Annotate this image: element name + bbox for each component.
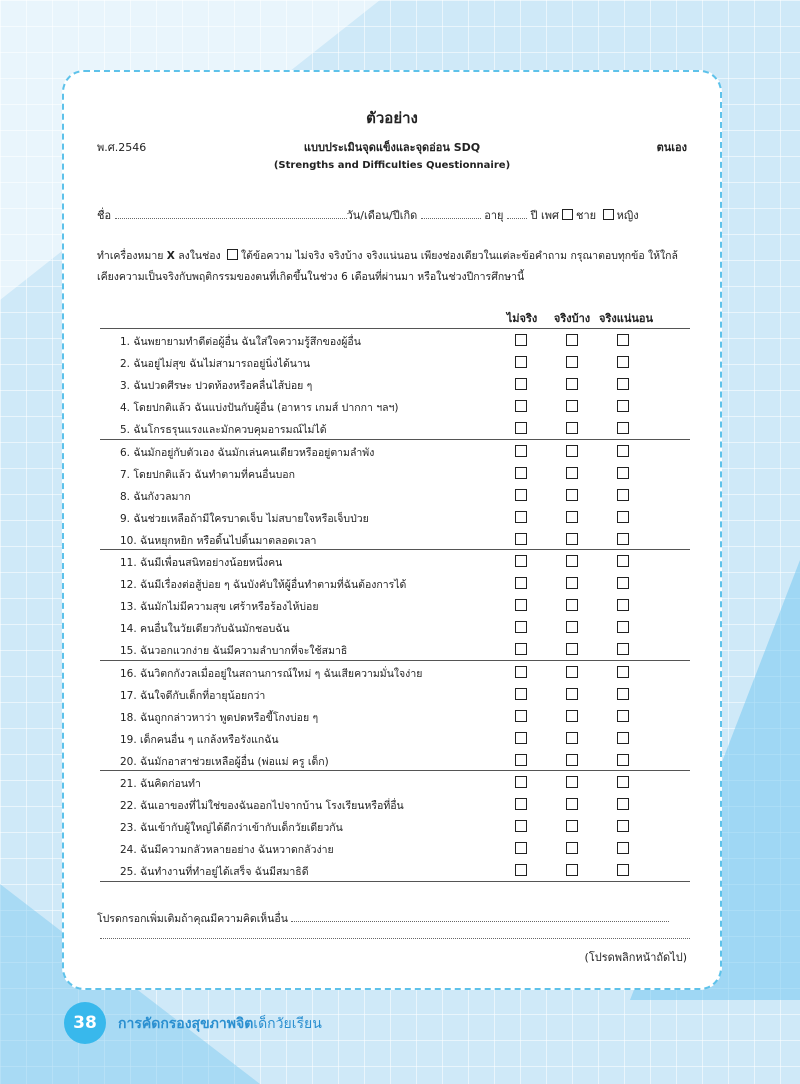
question-item: 25. ฉันทำงานที่ทำอยู่ได้เสร็จ ฉันมีสมาธิดี — [120, 866, 309, 879]
answer-checkbox-certainly-true[interactable] — [617, 732, 629, 744]
female-checkbox[interactable] — [603, 209, 614, 220]
answer-checkbox-somewhat-true[interactable] — [566, 754, 578, 766]
question-item: 20. ฉันมักอาสาช่วยเหลือผู้อื่น (พ่อแม่ ครู เด็ก) — [120, 755, 329, 768]
answer-checkbox-certainly-true[interactable] — [617, 776, 629, 788]
answer-checkbox-certainly-true[interactable] — [617, 754, 629, 766]
answer-checkbox-not-true[interactable] — [515, 334, 527, 346]
answer-checkbox-not-true[interactable] — [515, 688, 527, 700]
book-title-main: การคัดกรองสุขภาพจิต — [118, 1016, 254, 1032]
group-separator — [100, 549, 690, 550]
answer-checkbox-somewhat-true[interactable] — [566, 776, 578, 788]
answer-checkbox-somewhat-true[interactable] — [566, 356, 578, 368]
group-separator — [100, 660, 690, 661]
answer-checkbox-not-true[interactable] — [515, 577, 527, 589]
birthdate-field[interactable] — [421, 209, 481, 219]
age-field[interactable] — [507, 209, 527, 219]
answer-checkbox-not-true[interactable] — [515, 511, 527, 523]
form-type: ตนเอง — [656, 141, 687, 154]
answer-checkbox-somewhat-true[interactable] — [566, 643, 578, 655]
form-subtitle: (Strengths and Difficulties Questionnaire) — [273, 160, 511, 171]
answer-checkbox-certainly-true[interactable] — [617, 467, 629, 479]
answer-checkbox-certainly-true[interactable] — [617, 864, 629, 876]
answer-checkbox-somewhat-true[interactable] — [566, 445, 578, 457]
instructions-mark: X — [166, 250, 175, 262]
answer-checkbox-not-true[interactable] — [515, 643, 527, 655]
answer-checkbox-certainly-true[interactable] — [617, 422, 629, 434]
question-item: 2. ฉันอยู่ไม่สุข ฉันไม่สามารถอยู่นิ่งได้นาน — [120, 358, 311, 371]
answer-checkbox-not-true[interactable] — [515, 400, 527, 412]
column-header-certainly-true: จริงแน่นอน — [599, 312, 653, 325]
question-item: 8. ฉันกังวลมาก — [120, 490, 191, 503]
answer-checkbox-somewhat-true[interactable] — [566, 555, 578, 567]
question-item: 17. ฉันใจดีกับเด็กที่อายุน้อยกว่า — [120, 689, 266, 702]
answer-checkbox-certainly-true[interactable] — [617, 666, 629, 678]
question-item: 11. ฉันมีเพื่อนสนิทอย่างน้อยหนึ่งคน — [120, 557, 283, 569]
column-header-somewhat-true: จริงบ้าง — [553, 312, 591, 325]
answer-checkbox-somewhat-true[interactable] — [566, 467, 578, 479]
info-row — [97, 206, 639, 224]
answer-checkbox-certainly-true[interactable] — [617, 356, 629, 368]
name-label: ชื่อ — [97, 209, 112, 222]
answer-checkbox-somewhat-true[interactable] — [566, 378, 578, 390]
answer-checkbox-certainly-true[interactable] — [617, 533, 629, 545]
instructions-text-2: ลงในช่อง — [178, 250, 221, 262]
answer-checkbox-not-true[interactable] — [515, 754, 527, 766]
answer-checkbox-not-true[interactable] — [515, 422, 527, 434]
answer-checkbox-certainly-true[interactable] — [617, 555, 629, 567]
question-item: 10. ฉันหยุกหยิก หรือดิ้นไปดิ้นมาตลอดเวลา — [120, 534, 317, 547]
answer-checkbox-certainly-true[interactable] — [617, 378, 629, 390]
answer-checkbox-certainly-true[interactable] — [617, 842, 629, 854]
group-separator — [100, 439, 690, 440]
answer-checkbox-somewhat-true[interactable] — [566, 688, 578, 700]
answer-checkbox-not-true[interactable] — [515, 732, 527, 744]
answer-checkbox-somewhat-true[interactable] — [566, 666, 578, 678]
next-page-note: (โปรดพลิกหน้าถัดไป) — [584, 951, 687, 964]
sex-label: เพศ — [540, 209, 559, 222]
male-label: ชาย — [575, 209, 597, 222]
answer-checkbox-somewhat-true[interactable] — [566, 599, 578, 611]
comment-prompt — [97, 910, 669, 927]
answer-checkbox-certainly-true[interactable] — [617, 489, 629, 501]
answer-checkbox-somewhat-true[interactable] — [566, 577, 578, 589]
answer-checkbox-certainly-true[interactable] — [617, 621, 629, 633]
answer-checkbox-not-true[interactable] — [515, 710, 527, 722]
question-item: 3. ฉันปวดศีรษะ ปวดท้องหรือคลื่นไส้บ่อย ๆ — [120, 380, 313, 393]
answer-checkbox-not-true[interactable] — [515, 621, 527, 633]
question-item: 18. ฉันถูกกล่าวหาว่า พูดปดหรือขี้โกงบ่อย ๆ — [120, 711, 319, 724]
answer-checkbox-somewhat-true[interactable] — [566, 732, 578, 744]
question-item: 14. คนอื่นในวัยเดียวกับฉันมักชอบฉัน — [120, 623, 290, 636]
comment-line[interactable] — [100, 938, 690, 939]
group-separator — [100, 770, 690, 771]
page-number: 38 — [64, 1002, 106, 1044]
answer-checkbox-somewhat-true[interactable] — [566, 334, 578, 346]
year-unit-label: ปี — [530, 209, 538, 222]
question-item: 23. ฉันเข้ากับผู้ใหญ่ได้ดีกว่าเข้ากับเด็กวัยเดียวกัน — [120, 822, 343, 835]
age-label: อายุ — [484, 209, 504, 222]
answer-checkbox-certainly-true[interactable] — [617, 599, 629, 611]
answer-checkbox-somewhat-true[interactable] — [566, 489, 578, 501]
answer-checkbox-not-true[interactable] — [515, 864, 527, 876]
answer-checkbox-certainly-true[interactable] — [617, 820, 629, 832]
answer-checkbox-not-true[interactable] — [515, 820, 527, 832]
answer-checkbox-not-true[interactable] — [515, 798, 527, 810]
answer-checkbox-not-true[interactable] — [515, 599, 527, 611]
question-item: 19. เด็กคนอื่น ๆ แกล้งหรือรังแกฉัน — [120, 733, 279, 746]
answer-checkbox-certainly-true[interactable] — [617, 511, 629, 523]
answer-checkbox-certainly-true[interactable] — [617, 445, 629, 457]
question-item: 22. ฉันเอาของที่ไม่ใช่ของฉันออกไปจากบ้าน โรงเรียนหรือที่อื่น — [120, 800, 404, 813]
answer-checkbox-not-true[interactable] — [515, 842, 527, 854]
answer-checkbox-somewhat-true[interactable] — [566, 621, 578, 633]
male-checkbox[interactable] — [562, 209, 573, 220]
form-title: แบบประเมินจุดแข็งและจุดอ่อน SDQ — [303, 141, 481, 154]
question-item: 15. ฉันวอกแวกง่าย ฉันมีความลำบากที่จะใช้สมาธิ — [120, 645, 348, 658]
answer-checkbox-certainly-true[interactable] — [617, 710, 629, 722]
answer-checkbox-not-true[interactable] — [515, 467, 527, 479]
question-item: 6. ฉันมักอยู่กับตัวเอง ฉันมักเล่นคนเดียวหรืออยู่ตามลำพัง — [120, 446, 375, 459]
answer-checkbox-certainly-true[interactable] — [617, 643, 629, 655]
question-item: 7. โดยปกติแล้ว ฉันทำตามที่คนอื่นบอก — [120, 468, 295, 481]
book-title — [118, 1013, 322, 1035]
answer-checkbox-not-true[interactable] — [515, 776, 527, 788]
question-item: 5. ฉันโกรธรุนแรงและมักควบคุมอารมณ์ไม่ได้ — [120, 424, 327, 437]
form-card — [62, 70, 722, 990]
question-item: 12. ฉันมีเรื่องต่อสู้บ่อย ๆ ฉันบังคับให้ผู้อื่นทำตามที่ฉันต้องการได้ — [120, 579, 407, 592]
group-separator — [100, 328, 690, 329]
group-separator — [100, 881, 690, 882]
answer-checkbox-certainly-true[interactable] — [617, 400, 629, 412]
column-header-not-true: ไม่จริง — [506, 312, 538, 325]
answer-checkbox-certainly-true[interactable] — [617, 688, 629, 700]
answer-checkbox-not-true[interactable] — [515, 555, 527, 567]
question-item: 16. ฉันวิตกกังวลเมื่ออยู่ในสถานการณ์ใหม่ ๆ ฉันเสียความมั่นใจง่าย — [120, 667, 423, 680]
answer-checkbox-certainly-true[interactable] — [617, 334, 629, 346]
answer-checkbox-not-true[interactable] — [515, 489, 527, 501]
question-item: 24. ฉันมีความกลัวหลายอย่าง ฉันหวาดกลัวง่าย — [120, 844, 334, 857]
instructions — [97, 246, 692, 288]
comment-label: โปรดกรอกเพิ่มเติมถ้าคุณมีความคิดเห็นอื่น — [97, 913, 288, 925]
form-year: พ.ศ.2546 — [97, 141, 147, 154]
answer-checkbox-somewhat-true[interactable] — [566, 400, 578, 412]
birthdate-label: วัน/เดือน/ปีเกิด — [346, 209, 418, 222]
female-label: หญิง — [616, 209, 639, 222]
answer-checkbox-somewhat-true[interactable] — [566, 798, 578, 810]
question-item: 13. ฉันมักไม่มีความสุข เศร้าหรือร้องไห้บ่อย — [120, 601, 319, 614]
answer-checkbox-not-true[interactable] — [515, 533, 527, 545]
answer-checkbox-not-true[interactable] — [515, 378, 527, 390]
instructions-text-3: ใต้ข้อความ ไม่จริง จริงบ้าง จริงแน่นอน เพียงช่องเดียวในแต่ละข้อคำถาม กรุณาตอบทุกข้อ ให้ใกล้เคียงความเป็นจริงกับพฤติกรรมของตนที่เกิดขึ้นในช่วง 6 เดือนที่ผ่านมา หรือในช่วงปีการศึกษานี้ — [97, 250, 678, 283]
answer-checkbox-somewhat-true[interactable] — [566, 422, 578, 434]
question-item: 9. ฉันช่วยเหลือถ้ามีใครบาดเจ็บ ไม่สบายใจหรือเจ็บป่วย — [120, 512, 369, 525]
answer-checkbox-somewhat-true[interactable] — [566, 533, 578, 545]
answer-checkbox-somewhat-true[interactable] — [566, 710, 578, 722]
name-field[interactable] — [115, 209, 347, 219]
answer-checkbox-certainly-true[interactable] — [617, 798, 629, 810]
book-title-accent: เด็กวัยเรียน — [253, 1016, 322, 1032]
answer-checkbox-somewhat-true[interactable] — [566, 511, 578, 523]
answer-checkbox-certainly-true[interactable] — [617, 577, 629, 589]
answer-checkbox-not-true[interactable] — [515, 666, 527, 678]
answer-checkbox-not-true[interactable] — [515, 356, 527, 368]
question-item: 4. โดยปกติแล้ว ฉันแบ่งปันกับผู้อื่น (อาหาร เกมส์ ปากกา ฯลฯ) — [120, 402, 399, 415]
instructions-text-1: ทำเครื่องหมาย — [97, 250, 164, 262]
question-item: 1. ฉันพยายามทำดีต่อผู้อื่น ฉันใส่ใจความรู้สึกของผู้อื่น — [120, 336, 361, 348]
answer-checkbox-somewhat-true[interactable] — [566, 820, 578, 832]
answer-checkbox-somewhat-true[interactable] — [566, 864, 578, 876]
answer-checkbox-not-true[interactable] — [515, 445, 527, 457]
page-title: ตัวอย่าง — [366, 109, 418, 127]
answer-checkbox-somewhat-true[interactable] — [566, 842, 578, 854]
instructions-box-icon — [227, 249, 238, 260]
comment-field[interactable] — [291, 912, 669, 922]
question-item: 21. ฉันคิดก่อนทำ — [120, 778, 201, 790]
